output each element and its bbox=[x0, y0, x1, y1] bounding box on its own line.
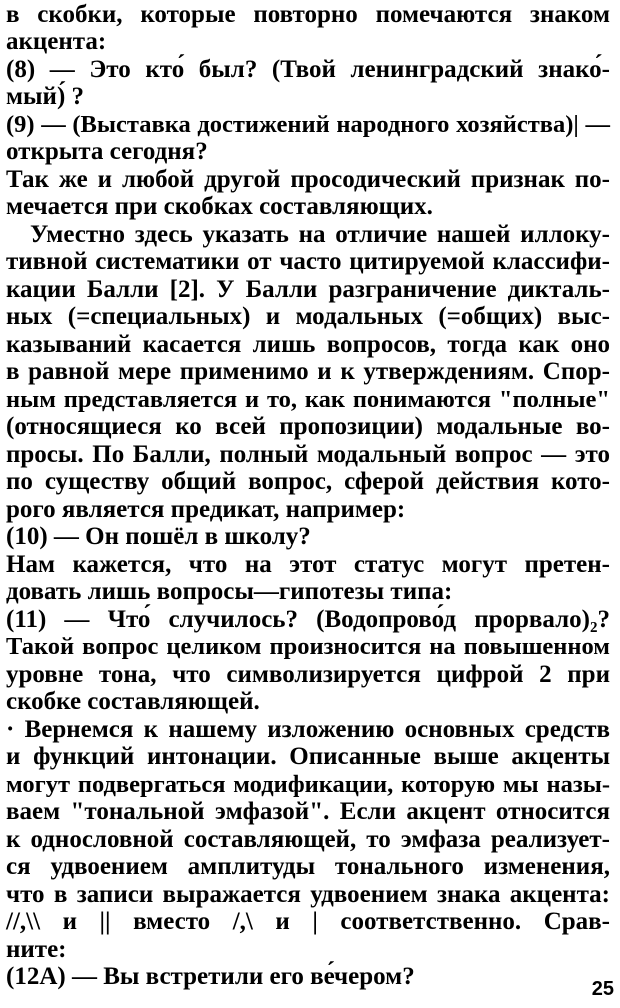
example-line: (8) — Это кто́ был? (Твой ленинградский знако́- bbox=[6, 56, 610, 83]
text-line: тивной систематики от часто цитируемой классифи- bbox=[6, 248, 610, 275]
text-line: ните: bbox=[6, 936, 67, 963]
text-line: в скобки, которые повторно помечаются знаком bbox=[6, 1, 610, 28]
example-line: (10) — Он пошёл в школу? bbox=[6, 523, 311, 550]
text-line: довать лишь вопросы—гипотезы типа: bbox=[6, 578, 453, 605]
text-line: //,\\ и || вместо /,\ и | соответственно. Срав- bbox=[6, 908, 610, 935]
page-number: 25 bbox=[591, 978, 614, 1000]
text-line: рого является предикат, например: bbox=[6, 496, 406, 523]
example-line: (12А) — Вы встретили его ве́чером? bbox=[6, 963, 415, 990]
paragraph-first-line: Уместно здесь указать на отличие нашей иллоку- bbox=[30, 221, 610, 248]
text-line: (относящиеся ко всей пропозиции) модальные во- bbox=[6, 413, 610, 440]
text-line: Нам кажется, что на этот статус могут претен- bbox=[6, 551, 610, 578]
text-line: к однословной составляющей, то эмфаза реализует- bbox=[6, 826, 610, 853]
text-line: мечается при скобках составляющих. bbox=[6, 193, 433, 220]
text-line: ным представляется и то, как понимаются "полные" bbox=[6, 386, 610, 413]
text-line: что в записи выражается удвоением знака акцента: bbox=[6, 881, 610, 908]
text-line: уровне тона, что символизируется цифрой 2 при bbox=[6, 661, 610, 688]
text-line: Такой вопрос целиком произносится на повышенном bbox=[6, 633, 610, 660]
example-line: открыта сегодня? bbox=[6, 138, 208, 165]
text-line: просы. По Балли, полный модальный вопрос — это bbox=[6, 441, 610, 468]
text-line: в равной мере применимо и к утверждениям. Спор- bbox=[6, 358, 610, 385]
text-line: акцента: bbox=[6, 28, 107, 55]
text-line: и функций интонации. Описанные выше акценты bbox=[6, 743, 610, 770]
text-line: казываний касается лишь вопросов, тогда как оно bbox=[6, 331, 610, 358]
text-line: кации Балли [2]. У Балли разграничение дикталь- bbox=[6, 276, 610, 303]
text-line: скобке составляющей. bbox=[6, 688, 260, 715]
example-line: мый)́ ? bbox=[6, 83, 85, 110]
text-line: ся удвоением амплитуды тонального изменения, bbox=[6, 853, 610, 880]
text-line: Так же и любой другой просодический признак по- bbox=[6, 166, 610, 193]
text-line: ваем "тональной эмфазой". Если акцент относится bbox=[6, 798, 610, 825]
text-line: могут подвергаться модификации, которую мы назы- bbox=[6, 771, 610, 798]
text-line: по существу общий вопрос, сферой действия кото- bbox=[6, 468, 610, 495]
text-line: ных (=специальных) и модальных (=общих) выс- bbox=[6, 303, 610, 330]
paragraph-first-line: · Вернемся к нашему изложению основных средств bbox=[6, 716, 610, 743]
example-line: (9) — (Выставка достижений народного хозяйства)| — bbox=[6, 111, 610, 138]
example-line: (11) — Что́ случилось? (Водопрово́д прорвало)₂? bbox=[6, 606, 610, 633]
